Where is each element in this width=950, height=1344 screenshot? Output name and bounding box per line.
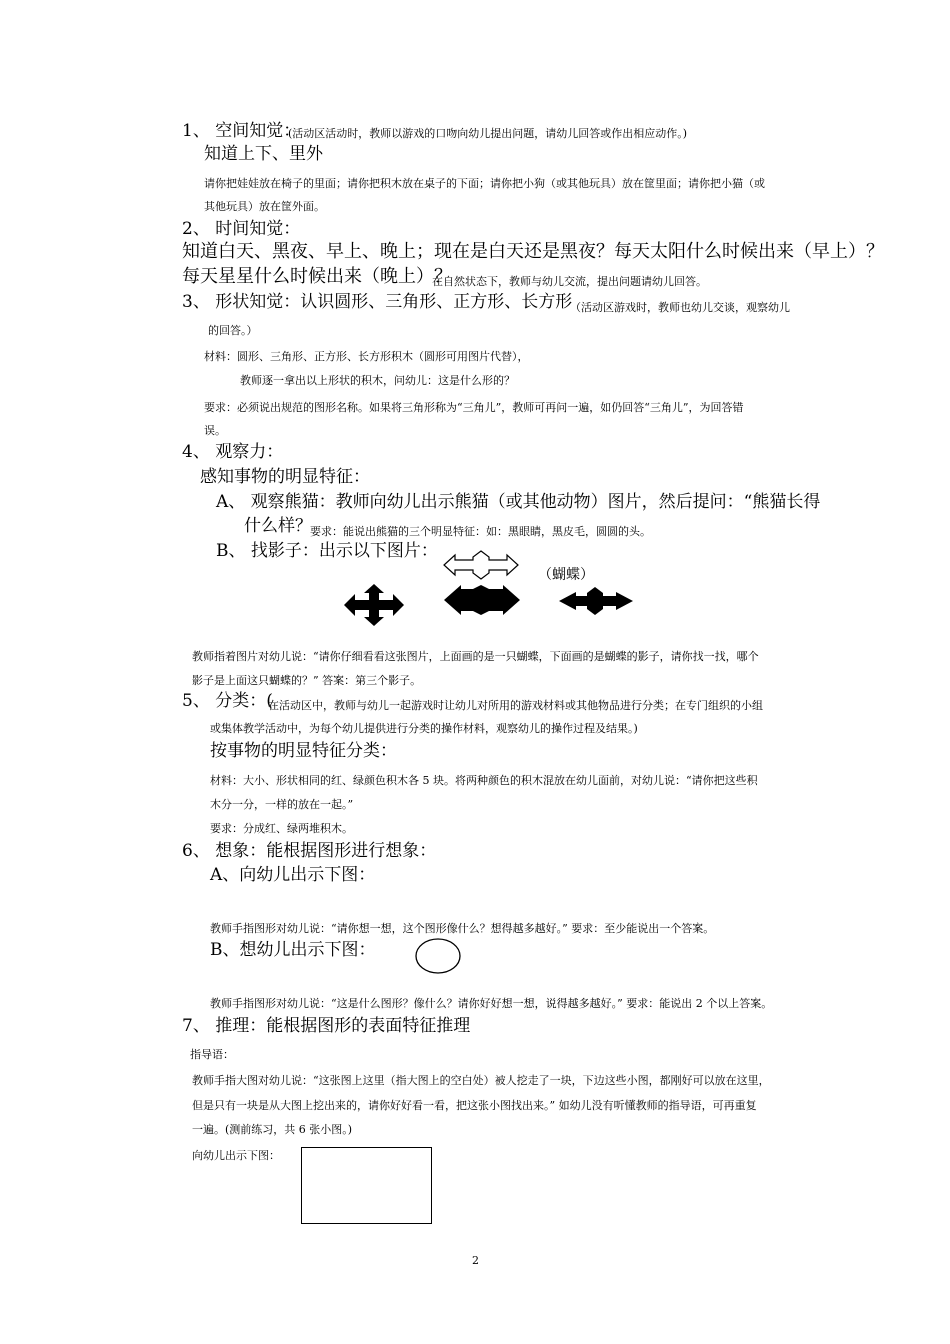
section-5-material-2: 木分一分，一样的放在一起。”: [210, 798, 354, 811]
butterfly-label: （蝴蝶）: [538, 567, 594, 583]
section-1-heading: 1、 空间知觉：: [182, 121, 301, 141]
section-3-heading: 3、 形状知觉：认识圆形、三角形、正方形、长方形: [182, 292, 573, 312]
section-1-body-2: 其他玩具）放在筐外面。: [204, 200, 325, 213]
section-6-a: A、向幼儿出示下图：: [210, 865, 376, 885]
section-4-a-line-2: 什么样？: [244, 516, 312, 536]
section-4-a-line-1: A、 观察熊猫：教师向幼儿出示熊猫（或其他动物）图片，然后提问：“熊猫长得: [216, 492, 821, 512]
circle-shape-icon: [414, 937, 462, 975]
section-7-guide: 指导语：: [190, 1048, 234, 1061]
section-2-line-1: 知道白天、黑夜、早上、晚上；现在是白天还是黑夜？每天太阳什么时候出来（早上）？: [182, 241, 884, 262]
section-4-body-2: 影子是上面这只蝴蝶的？” 答案：第三个影子。: [192, 674, 422, 687]
section-7-show: 向幼儿出示下图：: [192, 1149, 280, 1162]
section-7-body-3: 一遍。(测前练习，共 6 张小图。): [192, 1123, 353, 1136]
page-number: 2: [472, 1254, 479, 1267]
section-1-sub: 知道上下、里外: [204, 144, 323, 164]
section-4-b: B、 找影子：出示以下图片：: [216, 541, 438, 561]
section-5-material-1: 材料：大小、形状相同的红、绿颜色积木各 5 块。将两种颜色的积木混放在幼儿面前，对幼儿说：“请你把这些积: [210, 774, 758, 787]
section-2-heading: 2、 时间知觉：: [182, 219, 301, 239]
section-4-heading: 4、 观察力：: [182, 442, 284, 462]
section-2-note: 在自然状态下，教师与幼儿交流，提出问题请幼儿回答。: [432, 275, 707, 288]
section-4-a-note: 要求：能说出熊猫的三个明显特征：如：黑眼睛，黑皮毛，圆圆的头。: [310, 525, 651, 538]
section-3-note-2: 的回答。）: [208, 324, 258, 337]
section-6-b: B、想幼儿出示下图：: [210, 940, 376, 960]
section-7-body-2: 但是只有一块是从大图上挖出来的，请你好好看一看，把这张小图找出来。” 如幼儿没有听懂教师的指导语，可再重复: [192, 1099, 757, 1112]
section-3-material-2: 教师逐一拿出以上形状的积木，问幼儿：这是什么形的？: [240, 374, 515, 387]
section-6-a-body: 教师手指图形对幼儿说：“请你想一想，这个图形像什么？想得越多越好。” 要求：至少能说出一个答案。: [210, 922, 715, 935]
section-5-heading: 5、 分类：(: [182, 691, 273, 711]
section-7-body-1: 教师手指大图对幼儿说：“这张图上这里（指大图上的空白处）被人挖走了一块，下边这些小图，都刚好可以放在这里，: [192, 1074, 770, 1087]
shadow-3-icon: [558, 587, 634, 615]
butterfly-outline-icon: [443, 550, 519, 580]
section-3-requirement-1: 要求：必须说出规范的图形名称。如果将三角形称为“三角儿”，教师可再问一遍，如仍回答“三角儿”，为回答错: [204, 401, 744, 414]
section-4-body-1: 教师指着图片对幼儿说：“请你仔细看看这张图片，上面画的是一只蝴蝶，下面画的是蝴蝶的影子，请你找一找，哪个: [192, 650, 759, 663]
section-3-material: 材料：圆形、三角形、正方形、长方形积木（圆形可用图片代替），: [204, 350, 529, 363]
section-5-sub: 按事物的明显特征分类：: [210, 741, 397, 761]
section-1-note: (活动区活动时，教师以游戏的口吻向幼儿提出问题，请幼儿回答或作出相应动作。): [288, 127, 688, 140]
big-picture-frame: [301, 1147, 432, 1224]
shadow-2-icon: [443, 585, 521, 615]
shadow-1-icon: [343, 584, 405, 626]
section-6-b-body: 教师手指图形对幼儿说：“这是什么图形？像什么？请你好好想一想，说得越多越好。” 要求：能说出 2 个以上答案。: [210, 997, 773, 1010]
section-3-requirement-2: 误。: [204, 424, 226, 437]
section-5-note-1: 在活动区中，教师与幼儿一起游戏时让幼儿对所用的游戏材料或其他物品进行分类；在专门组织的小组: [268, 699, 763, 712]
section-1-body-1: 请你把娃娃放在椅子的里面；请你把积木放在桌子的下面；请你把小狗（或其他玩具）放在筐里面；请你把小猫（或: [204, 177, 765, 190]
section-5-note-2: 或集体教学活动中，为每个幼儿提供进行分类的操作材料，观察幼儿的操作过程及结果。): [210, 722, 638, 735]
section-3-note-1: （活动区游戏时，教师也幼儿交谈，观察幼儿: [570, 301, 790, 314]
section-5-requirement: 要求：分成红、绿两堆积木。: [210, 822, 353, 835]
section-7-heading: 7、 推理：能根据图形的表面特征推理: [182, 1016, 471, 1036]
section-6-heading: 6、 想象：能根据图形进行想象：: [182, 841, 437, 861]
section-4-sub: 感知事物的明显特征：: [200, 467, 370, 487]
section-2-line-2: 每天星星什么时候出来（晚上）？: [182, 266, 452, 287]
